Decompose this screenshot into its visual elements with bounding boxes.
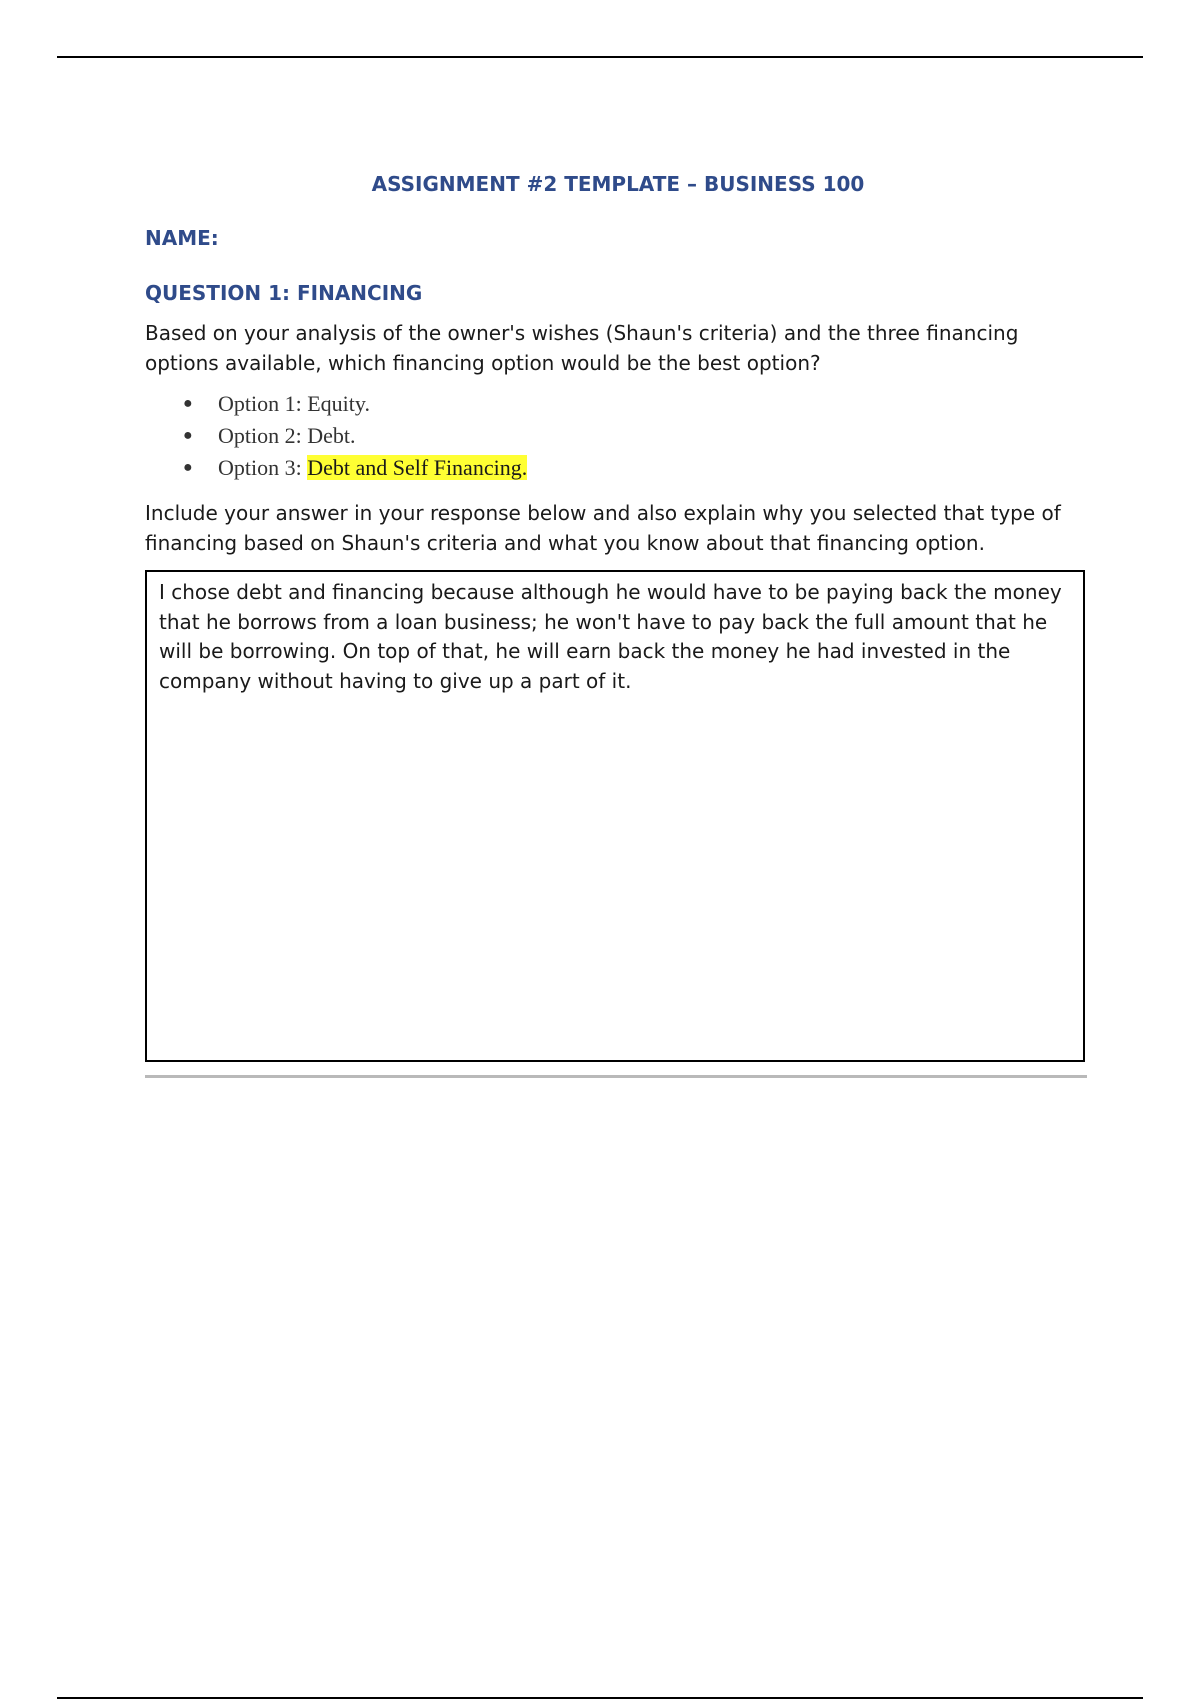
- bullet-icon: ●: [183, 427, 193, 444]
- document-title: ASSIGNMENT #2 TEMPLATE – BUSINESS 100: [371, 172, 865, 196]
- answer-text: I chose debt and financing because although he would have to be paying back the money that he borrows from a loan business; he won't have to pay back the full amount that he will be borrowing. On top of that, he will earn back the money he had invested in the company without having to give up a part of it.: [159, 580, 1062, 693]
- bullet-icon: ●: [183, 459, 193, 476]
- page-bottom-rule: [57, 1697, 1143, 1699]
- option-3-value-highlighted: Debt and Self Financing.: [307, 455, 528, 480]
- answer-text-box[interactable]: [145, 570, 1085, 1062]
- financing-options-list: [145, 388, 527, 484]
- page-top-rule: [57, 56, 1143, 58]
- option-2-value: Debt.: [307, 423, 356, 448]
- section-divider: [145, 1075, 1087, 1078]
- option-1: [145, 388, 527, 420]
- bullet-icon: ●: [183, 395, 193, 412]
- question-1-prompt: Based on your analysis of the owner's wishes (Shaun's criteria) and the three financing options available, which financing option would be the best option?: [145, 321, 1019, 375]
- option-1-value: Equity.: [307, 391, 370, 416]
- question-1-instruction: Include your answer in your response below and also explain why you selected that type of financing based on Shaun's criteria and what you know about that financing option.: [145, 501, 1061, 555]
- question-1-heading: QUESTION 1: FINANCING: [145, 281, 423, 305]
- option-2: [145, 420, 527, 452]
- name-label: NAME:: [145, 226, 219, 250]
- option-3-label: Option 3:: [218, 455, 308, 480]
- option-3: [145, 452, 527, 484]
- option-1-label: Option 1:: [218, 391, 308, 416]
- option-2-label: Option 2:: [218, 423, 308, 448]
